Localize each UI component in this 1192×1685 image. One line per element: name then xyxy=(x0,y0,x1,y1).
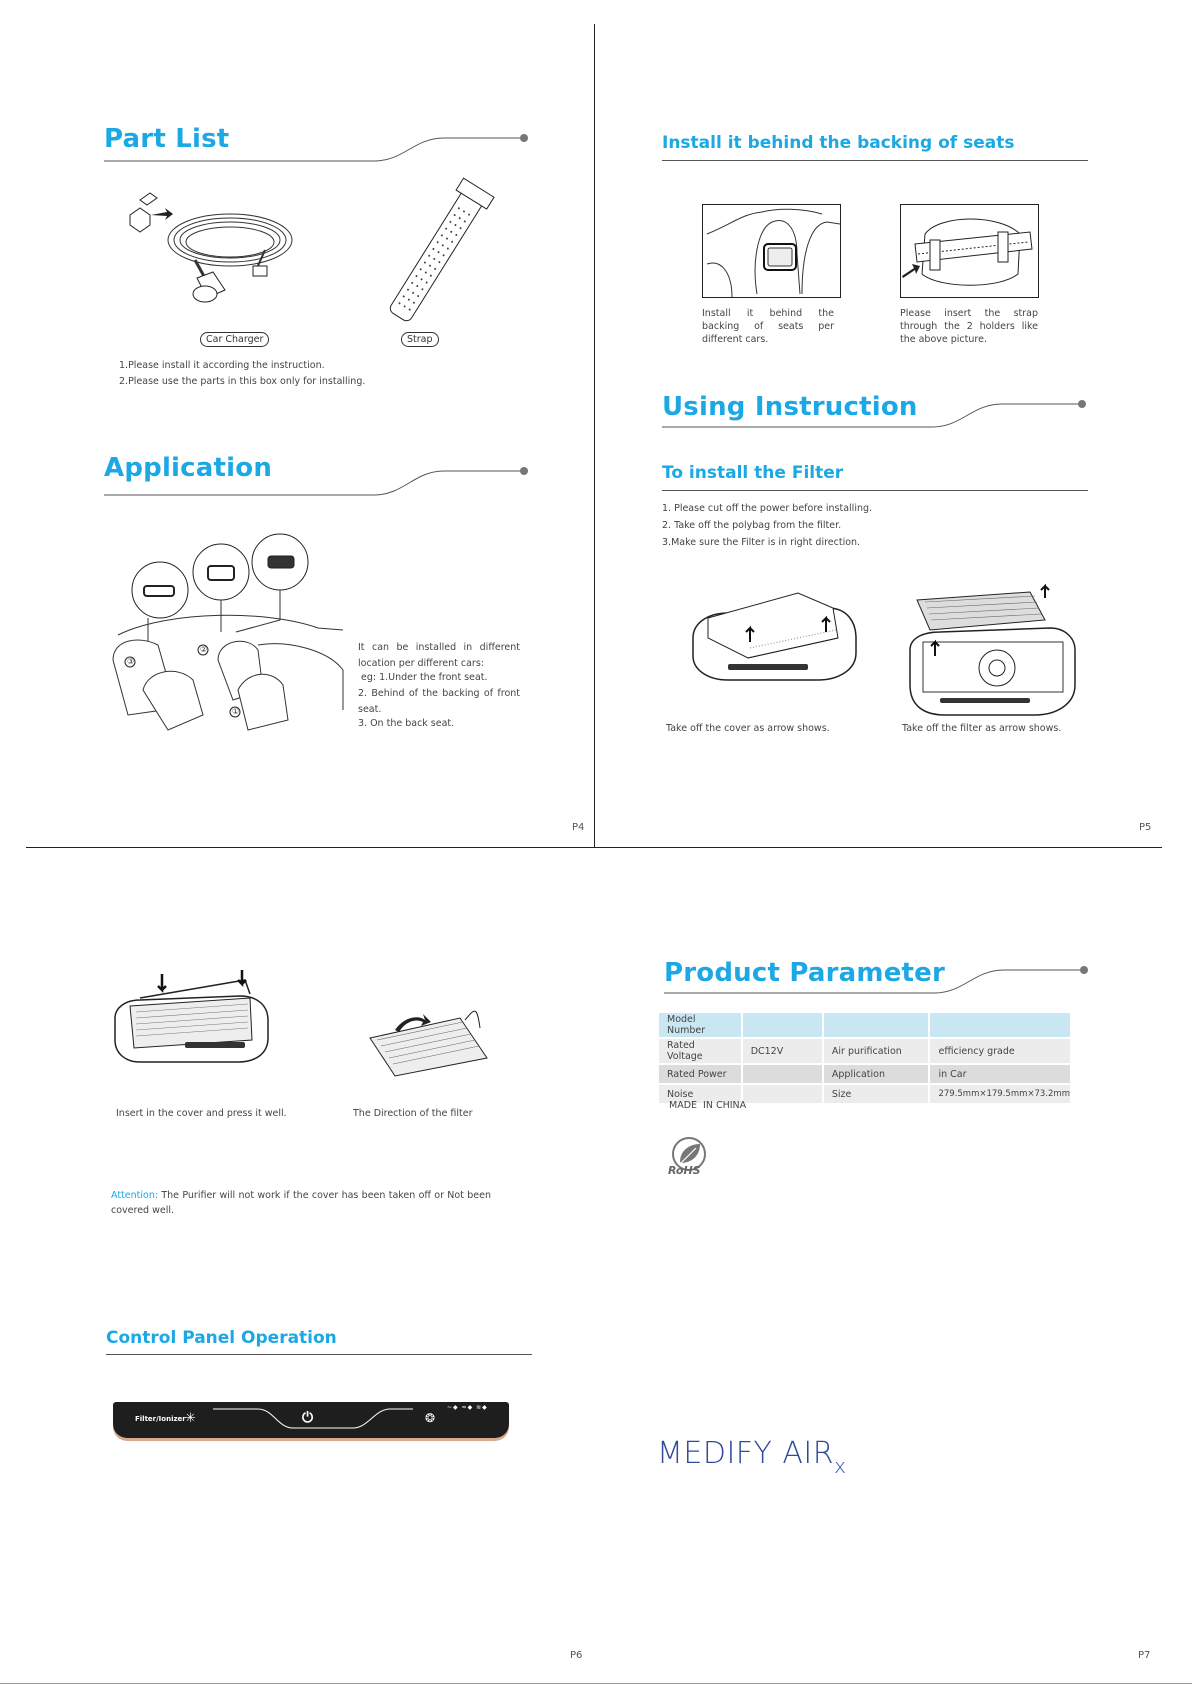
filter-removal-illustration xyxy=(905,590,1080,725)
filter-ionizer-label: Filter/Ionizer xyxy=(135,1415,186,1423)
filter-step-2: 2. Take off the polybag from the filter. xyxy=(662,520,842,531)
strap-through-holders-illustration xyxy=(900,204,1039,298)
cover-removal-illustration xyxy=(688,588,858,688)
ionizer-icon[interactable]: ✳ xyxy=(185,1411,196,1426)
filter-direction-caption: The Direction of the filter xyxy=(353,1108,473,1119)
application-text-1: It can be installed in different location per different cars: xyxy=(358,642,520,669)
page-number-p4: P4 xyxy=(572,822,585,833)
table-cell xyxy=(930,1013,1070,1037)
using-instruction-heading: Using Instruction xyxy=(662,392,918,422)
vertical-divider-top xyxy=(594,24,595,847)
table-cell xyxy=(743,1065,822,1083)
seat-marker-1: ③ xyxy=(127,657,135,666)
table-cell: Rated Voltage xyxy=(659,1039,741,1063)
table-row xyxy=(659,1065,1070,1083)
rohs-badge xyxy=(668,1136,710,1178)
table-cell: Noise xyxy=(659,1085,741,1103)
part-note-2: 2.Please use the parts in this box only for installing. xyxy=(119,376,366,387)
page-number-p7: P7 xyxy=(1138,1650,1151,1661)
install-heading: Install it behind the backing of seats xyxy=(662,133,1015,153)
table-cell: Model Number xyxy=(659,1013,741,1037)
bottom-rule xyxy=(0,1683,1192,1684)
table-cell: in Car xyxy=(930,1065,1070,1083)
table-cell: Air purification xyxy=(824,1039,929,1063)
control-heading-underline xyxy=(106,1354,532,1355)
insert-cover-illustration xyxy=(110,968,270,1066)
application-text-3: 2. Behind of the backing of front seat. xyxy=(358,688,520,715)
power-button-icon[interactable]: ⏻ xyxy=(302,1410,314,1426)
strap-label: Strap xyxy=(401,332,439,347)
table-cell: 279.5mm×179.5mm×73.2mm xyxy=(930,1085,1070,1103)
filter-caption: Take off the filter as arrow shows. xyxy=(902,723,1062,734)
table-cell xyxy=(743,1013,822,1037)
heading-swoosh-line xyxy=(104,130,532,166)
install-caption-1: Install it behind the backing of seats per different cars. xyxy=(702,308,834,345)
product-parameter-heading: Product Parameter xyxy=(664,958,946,988)
indicator-lights-icon: ~◆ ≈◆ ≋◆ xyxy=(447,1404,488,1411)
application-text-2: eg: 1.Under the front seat. xyxy=(358,672,488,683)
install-caption-2: Please insert the strap through the 2 holders like the above picture. xyxy=(900,308,1038,345)
made-in-china: MADE IN CHINA xyxy=(669,1100,747,1111)
page-number-p5: P5 xyxy=(1139,822,1152,833)
filter-install-heading: To install the Filter xyxy=(662,463,844,483)
install-heading-underline xyxy=(662,160,1088,161)
table-cell xyxy=(743,1085,822,1103)
car-interior-illustration xyxy=(108,540,348,745)
application-heading: Application xyxy=(104,453,273,483)
logo-text: MEDIFY AIR xyxy=(657,1436,835,1471)
filter-step-3: 3.Make sure the Filter is in right direction. xyxy=(662,537,861,548)
seat-backing-illustration xyxy=(702,204,841,298)
control-panel-heading: Control Panel Operation xyxy=(106,1328,337,1348)
car-charger-label: Car Charger xyxy=(200,332,269,347)
insert-cover-caption: Insert in the cover and press it well. xyxy=(116,1108,287,1119)
table-cell: Size xyxy=(824,1085,929,1103)
product-parameter-table xyxy=(657,1011,1072,1105)
page-number-p6: P6 xyxy=(570,1650,583,1661)
heading-swoosh-line xyxy=(664,964,1092,996)
heading-swoosh-line xyxy=(662,398,1090,430)
rohs-text: RoHS xyxy=(668,1164,701,1177)
table-cell xyxy=(824,1013,929,1037)
strap-illustration xyxy=(363,183,513,323)
fan-speed-icon[interactable]: ❂ xyxy=(425,1411,436,1425)
filter-direction-illustration xyxy=(365,1008,490,1078)
control-panel-strip xyxy=(113,1402,509,1438)
seat-marker-3: ① xyxy=(232,707,240,716)
attention-note xyxy=(111,1188,491,1218)
table-cell: Application xyxy=(824,1065,929,1083)
part-list-heading: Part List xyxy=(104,124,230,154)
part-note-1: 1.Please install it according the instruction. xyxy=(119,360,325,371)
filter-step-1: 1. Please cut off the power before installing. xyxy=(662,503,873,514)
table-row xyxy=(659,1013,1070,1037)
seat-marker-2: ② xyxy=(200,645,208,654)
table-cell: DC12V xyxy=(743,1039,822,1063)
table-row xyxy=(659,1039,1070,1063)
medify-air-logo xyxy=(657,1436,846,1478)
horizontal-divider xyxy=(26,847,1162,848)
attention-label: Attention: xyxy=(111,1190,159,1201)
table-cell: Rated Power xyxy=(659,1065,741,1083)
heading-swoosh-line xyxy=(104,464,532,500)
filter-heading-underline xyxy=(662,490,1088,491)
table-cell: efficiency grade xyxy=(930,1039,1070,1063)
cover-caption: Take off the cover as arrow shows. xyxy=(666,723,830,734)
application-text-4: 3. On the back seat. xyxy=(358,718,455,729)
logo-subscript: x xyxy=(834,1454,847,1478)
attention-text: The Purifier will not work if the cover has been taken off or Not been covered well. xyxy=(111,1190,491,1216)
car-charger-illustration xyxy=(125,190,305,320)
